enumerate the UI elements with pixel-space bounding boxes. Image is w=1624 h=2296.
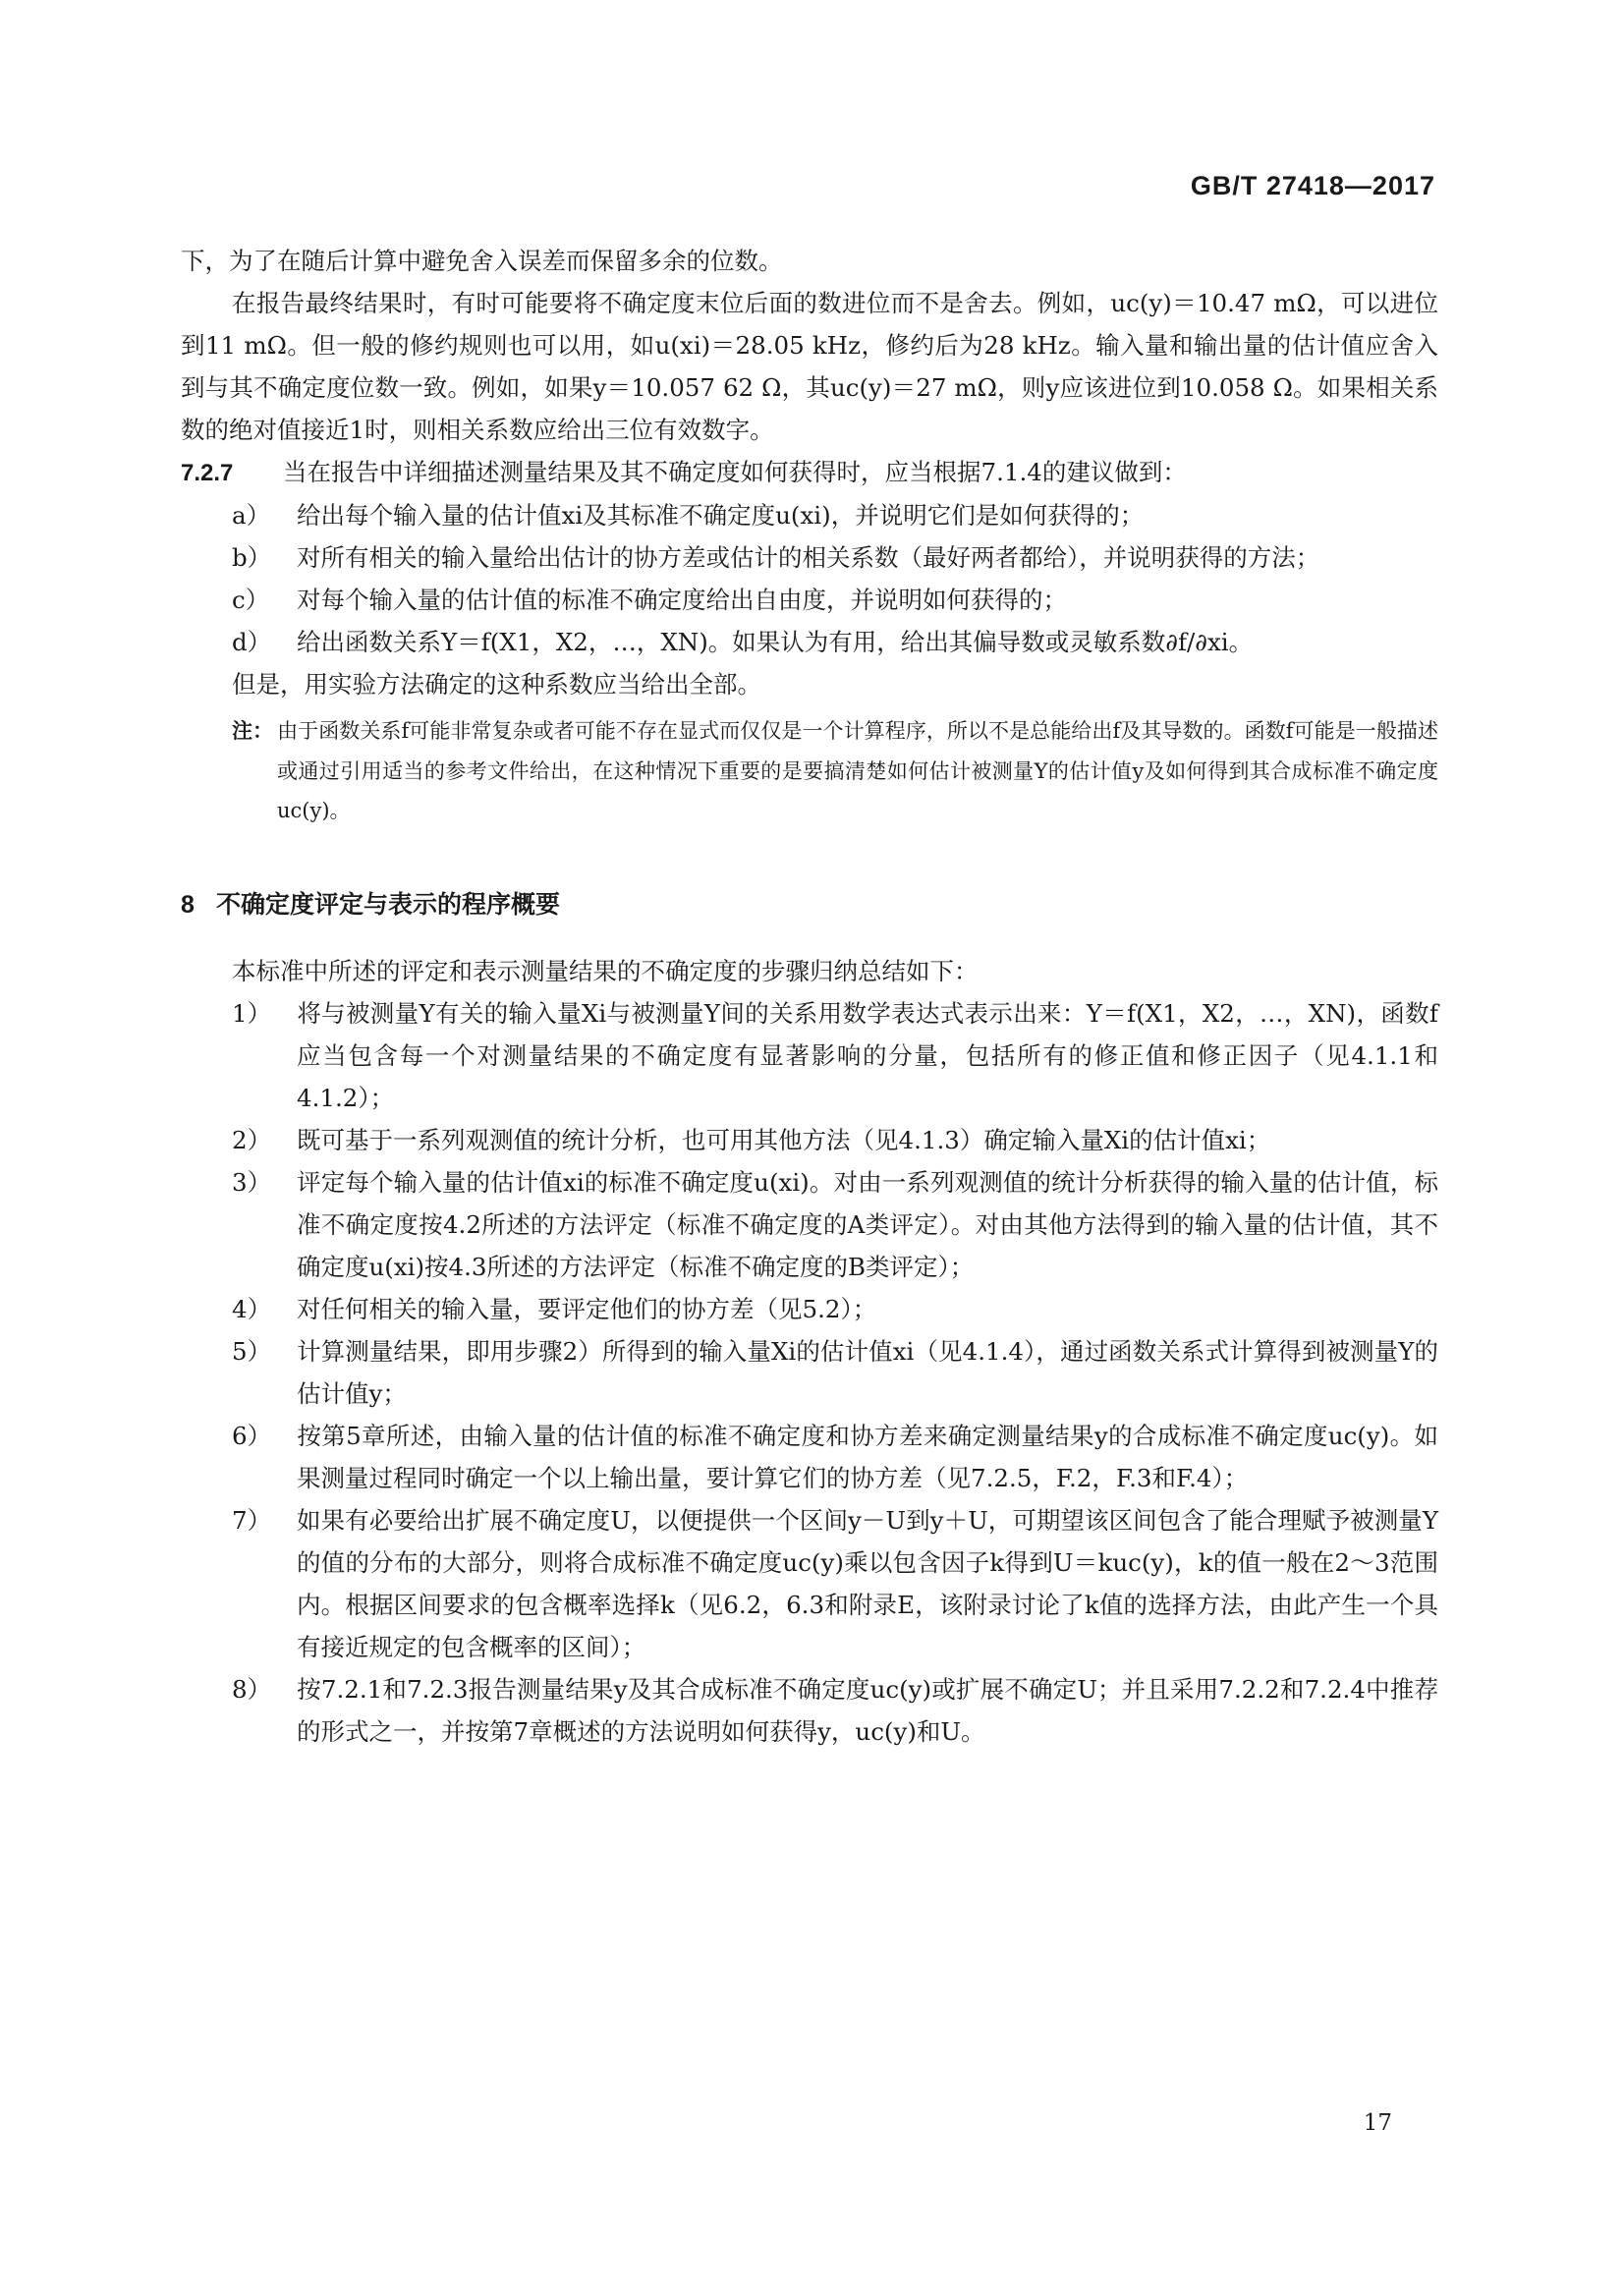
section-heading [181,885,1438,924]
item-text: 对所有相关的输入量给出估计的协方差或估计的相关系数（最好两者都给），并说明获得的方法； [297,543,1320,572]
step-label: 5） [232,1337,272,1366]
page-content [181,240,1438,1753]
step-text: 计算测量结果，即用步骤2）所得到的输入量Xi的估计值xi（见4.1.4），通过函数关系式计算得到被测量Y的估计值y； [297,1337,1438,1408]
rounding-paragraph: 在报告最终结果时，有时可能要将不确定度末位后面的数进位而不是舍去。例如，uc(y)＝10.47 mΩ，可以进位到11 mΩ。但一般的修约规则也可以用，如u(xi)＝28.05 kHz，修约后为28 kHz。输入量和输出量的估计值应舍入到与其不确定度位数一致。例如，如果y＝10.057 62 Ω，其uc(y)＝27 mΩ，则y应该进位到10.058 Ω。如果相关系数的绝对值接近1时，则相关系数应给出三位有效数字。 [181,289,1438,444]
step-item [181,1119,1438,1161]
item-text: 对每个输入量的估计值的标准不确定度给出自由度，并说明如何获得的； [297,586,1067,614]
page-number: 17 [1363,2110,1392,2136]
clause-number: 7.2.7 [181,460,234,486]
step-text: 评定每个输入量的估计值xi的标准不确定度u(xi)。对由一系列观测值的统计分析获得的输入量的估计值，标准不确定度按4.2所述的方法评定（标准不确定度的A类评定）。对由其他方法得到的输入量的估计值，其不确定度u(xi)按4.3所述的方法评定（标准不确定度的B类评定）； [297,1168,1438,1281]
step-text: 对任何相关的输入量，要评定他们的协方差（见5.2）； [297,1295,877,1323]
step-label: 4） [232,1295,272,1323]
step-item [181,992,1438,1119]
item-label: a） [232,501,271,530]
continuation-line: 下，为了在随后计算中避免舍入误差而保留多余的位数。 [181,247,783,275]
list-item-a [181,494,1438,536]
step-label: 2） [232,1126,272,1154]
step-text: 既可基于一系列观测值的统计分析，也可用其他方法（见4.1.3）确定输入量Xi的估计值xi； [297,1126,1271,1154]
item-label: b） [232,543,272,572]
step-item [181,1288,1438,1330]
step-label: 3） [232,1168,272,1197]
item-label: d） [232,628,272,656]
list-item-d [181,621,1438,663]
item-text: 给出每个输入量的估计值xi及其标准不确定度u(xi)，并说明它们是如何获得的； [297,501,1145,530]
section-number: 8 [181,891,195,919]
step-label: 8） [232,1675,272,1704]
step-text: 按7.2.1和7.2.3报告测量结果y及其合成标准不确定度uc(y)或扩展不确定U；并且采用7.2.2和7.2.4中推荐的形式之一，并按第7章概述的方法说明如何获得y，uc(y)和U。 [297,1675,1438,1746]
section-intro: 本标准中所述的评定和表示测量结果的不确定度的步骤归纳总结如下： [232,957,979,985]
list-item-b [181,536,1438,579]
step-text: 按第5章所述，由输入量的估计值的标准不确定度和协方差来确定测量结果y的合成标准不确定度uc(y)。如果测量过程同时确定一个以上输出量，要计算它们的协方差（见7.2.5，F.2，F.3和F.4）； [297,1422,1438,1492]
clause-7-2-7 [181,451,1438,494]
clause-closing-text: 但是，用实验方法确定的这种系数应当给出全部。 [232,670,761,699]
step-item [181,1499,1438,1668]
step-label: 6） [232,1422,272,1450]
step-item [181,1668,1438,1753]
note-text: 由于函数关系f可能非常复杂或者可能不存在显式而仅仅是一个计算程序，所以不是总能给出f及其导数的。函数f可能是一般描述或通过引用适当的参考文件给出，在这种情况下重要的是要搞清楚如何估计被测量Y的估计值y及如何得到其合成标准不确定度uc(y)。 [277,719,1438,822]
step-text: 如果有必要给出扩展不确定度U，以便提供一个区间y－U到y＋U，可期望该区间包含了能合理赋予被测量Y的值的分布的大部分，则将合成标准不确定度uc(y)乘以包含因子k得到U＝kuc(y)，k的值一般在2～3范围内。根据区间要求的包含概率选择k（见6.2，6.3和附录E，该附录讨论了k值的选择方法，由此产生一个具有接近规定的包含概率的区间）； [297,1506,1438,1661]
step-label: 1） [232,999,272,1028]
item-text: 给出函数关系Y＝f(X1，X2，…，XN)。如果认为有用，给出其偏导数或灵敏系数∂f/∂xi。 [297,628,1254,656]
step-item [181,1161,1438,1288]
step-item [181,1415,1438,1499]
list-item-c [181,579,1438,621]
item-label: c） [232,586,270,614]
step-item [181,1330,1438,1415]
section-title-text: 不确定度评定与表示的程序概要 [216,891,561,919]
note-label: 注： [232,720,273,743]
standard-number: GB/T 27418—2017 [1190,171,1435,200]
step-label: 7） [232,1506,272,1535]
note [181,711,1438,830]
step-text: 将与被测量Y有关的输入量Xi与被测量Y间的关系用数学表达式表示出来：Y＝f(X1，X2，…，XN)，函数f应当包含每一个对测量结果的不确定度有显著影响的分量，包括所有的修正值和修正因子（见4.1.1和4.1.2）； [297,999,1438,1112]
clause-text: 当在报告中详细描述测量结果及其不确定度如何获得时，应当根据7.1.4的建议做到： [283,458,1187,486]
